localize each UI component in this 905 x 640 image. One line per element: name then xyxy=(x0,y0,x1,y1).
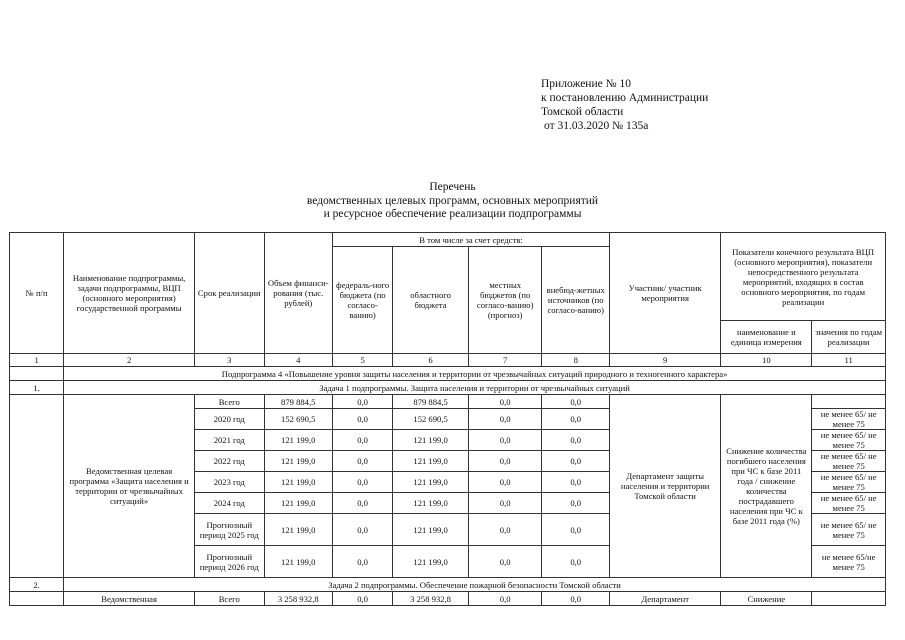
total-cell: 121 199,0 xyxy=(264,493,332,514)
indicator-value xyxy=(812,395,886,409)
header-indicators: Показатели конечного результата ВЦП (основного мероприятия), показатели непосредственного результата мероприятий, входящих в состав основного мероприятия, по годам реализации xyxy=(721,233,886,321)
regional-cell: 121 199,0 xyxy=(393,546,469,578)
empty-cell xyxy=(10,592,64,606)
header-num: № п/п xyxy=(10,233,64,354)
regional-cell: 3 258 932,8 xyxy=(393,592,469,606)
col-number: 9 xyxy=(609,354,720,367)
indicator-cell: Снижение xyxy=(721,592,812,606)
nonbudget-cell: 0,0 xyxy=(542,514,609,546)
federal-cell: 0,0 xyxy=(332,409,392,430)
nonbudget-cell: 0,0 xyxy=(542,430,609,451)
col-number: 4 xyxy=(264,354,332,367)
header-federal: федераль-ного бюджета (по согласо-ванию) xyxy=(332,247,392,354)
header-name: Наименование подпрограммы, задачи подпрограммы, ВЦП (основного мероприятия) государственной программы xyxy=(64,233,195,354)
total-cell: 121 199,0 xyxy=(264,546,332,578)
regional-cell: 121 199,0 xyxy=(393,493,469,514)
regional-cell: 879 884,5 xyxy=(393,395,469,409)
local-cell: 0,0 xyxy=(468,514,542,546)
col-number: 3 xyxy=(195,354,265,367)
program-table xyxy=(9,232,886,606)
local-cell: 0,0 xyxy=(468,592,542,606)
header-local: местных бюджетов (по согласо-ванию) (прогноз) xyxy=(468,247,542,354)
nonbudget-cell: 0,0 xyxy=(542,592,609,606)
col-number: 5 xyxy=(332,354,392,367)
total-cell: 3 258 932,8 xyxy=(264,592,332,606)
period-cell: 2023 год xyxy=(195,472,265,493)
header-volume: Объем финанси-рования (тыс. рублей) xyxy=(264,233,332,354)
col-number: 7 xyxy=(468,354,542,367)
col-number: 11 xyxy=(812,354,886,367)
indicator-value: не менее 65/ не менее 75 xyxy=(812,472,886,493)
indicator-value: не менее 65/ не менее 75 xyxy=(812,514,886,546)
nonbudget-cell: 0,0 xyxy=(542,546,609,578)
program-name: Ведомственная xyxy=(64,592,195,606)
local-cell: 0,0 xyxy=(468,430,542,451)
period-cell: 2024 год xyxy=(195,493,265,514)
regional-cell: 121 199,0 xyxy=(393,430,469,451)
task-number: 2. xyxy=(10,578,64,592)
total-cell: 152 690,5 xyxy=(264,409,332,430)
empty-cell xyxy=(812,592,886,606)
col-number: 6 xyxy=(393,354,469,367)
regional-cell: 121 199,0 xyxy=(393,514,469,546)
col-number: 2 xyxy=(64,354,195,367)
federal-cell: 0,0 xyxy=(332,430,392,451)
total-cell: 121 199,0 xyxy=(264,514,332,546)
nonbudget-cell: 0,0 xyxy=(542,395,609,409)
federal-cell: 0,0 xyxy=(332,514,392,546)
total-cell: 121 199,0 xyxy=(264,430,332,451)
indicator-value: не менее 65/ не менее 75 xyxy=(812,493,886,514)
indicator-value: не менее 65/ не менее 75 xyxy=(812,430,886,451)
col-number: 8 xyxy=(542,354,609,367)
participant-cell: Департамент xyxy=(609,592,720,606)
local-cell: 0,0 xyxy=(468,409,542,430)
federal-cell: 0,0 xyxy=(332,546,392,578)
appendix-line: Приложение № 10 xyxy=(541,78,631,90)
local-cell: 0,0 xyxy=(468,546,542,578)
empty-cell xyxy=(10,367,64,381)
header-nonbudget: внебюд-жетных источников (по согласо-ванию) xyxy=(542,247,609,354)
total-cell: 121 199,0 xyxy=(264,451,332,472)
local-cell: 0,0 xyxy=(468,451,542,472)
period-cell: 2020 год xyxy=(195,409,265,430)
local-cell: 0,0 xyxy=(468,493,542,514)
regional-cell: 121 199,0 xyxy=(393,472,469,493)
federal-cell: 0,0 xyxy=(332,493,392,514)
period-cell: 2021 год xyxy=(195,430,265,451)
period-cell: Всего xyxy=(195,592,265,606)
participant-cell: Департамент защиты населения и территории Томской области xyxy=(609,395,720,578)
federal-cell: 0,0 xyxy=(332,451,392,472)
period-cell: Всего xyxy=(195,395,265,409)
title-line: и ресурсное обеспечение реализации подпрограммы xyxy=(323,208,582,220)
local-cell: 0,0 xyxy=(468,472,542,493)
task-number: 1. xyxy=(10,381,64,395)
indicator-value: не менее 65/не менее 75 xyxy=(812,546,886,578)
total-cell: 879 884,5 xyxy=(264,395,332,409)
nonbudget-cell: 0,0 xyxy=(542,409,609,430)
regional-cell: 152 690,5 xyxy=(393,409,469,430)
period-cell: Прогнозный период 2025 год xyxy=(195,514,265,546)
indicator-value: не менее 65/ не менее 75 xyxy=(812,409,886,430)
indicator-value: не менее 65/ не менее 75 xyxy=(812,451,886,472)
nonbudget-cell: 0,0 xyxy=(542,493,609,514)
program-name: Ведомственная целевая программа «Защита населения и территории от чрезвычайных ситуаций» xyxy=(64,395,195,578)
col-number: 10 xyxy=(721,354,812,367)
total-cell: 121 199,0 xyxy=(264,472,332,493)
federal-cell: 0,0 xyxy=(332,395,392,409)
header-ind-values: значения по годам реализации xyxy=(812,321,886,354)
header-including: В том числе за счет средств: xyxy=(332,233,609,247)
appendix-line: к постановлению Администрации xyxy=(541,92,709,104)
appendix-line: Томской области xyxy=(541,106,624,118)
title-line: Перечень xyxy=(429,181,476,193)
header-participant: Участник/ участник мероприятия xyxy=(609,233,720,354)
col-number: 1 xyxy=(10,354,64,367)
appendix-block xyxy=(541,77,708,133)
document-title xyxy=(0,181,905,222)
empty-cell xyxy=(10,395,64,578)
nonbudget-cell: 0,0 xyxy=(542,451,609,472)
federal-cell: 0,0 xyxy=(332,592,392,606)
nonbudget-cell: 0,0 xyxy=(542,472,609,493)
header-ind-name: наименование и единица измерения xyxy=(721,321,812,354)
title-line: ведомственных целевых программ, основных мероприятий xyxy=(306,194,599,207)
appendix-line: от 31.03.2020 № 135а xyxy=(544,120,649,132)
regional-cell: 121 199,0 xyxy=(393,451,469,472)
period-cell: 2022 год xyxy=(195,451,265,472)
federal-cell: 0,0 xyxy=(332,472,392,493)
task-title: Задача 1 подпрограммы. Защита населения и территории от чрезвычайных ситуаций xyxy=(64,381,886,395)
header-period: Срок реализации xyxy=(195,233,265,354)
task-title: Задача 2 подпрограммы. Обеспечение пожарной безопасности Томской области xyxy=(64,578,886,592)
local-cell: 0,0 xyxy=(468,395,542,409)
subprogram-title: Подпрограмма 4 «Повышение уровня защиты населения и территории от чрезвычайных ситуаций природного и техногенного характера» xyxy=(64,367,886,381)
period-cell: Прогнозный период 2026 год xyxy=(195,546,265,578)
indicator-cell: Снижение количества погибшего населения при ЧС к базе 2011 года / снижение количества пострадавшего населения при ЧС к базе 2011 года (%) xyxy=(721,395,812,578)
header-regional: областного бюджета xyxy=(393,247,469,354)
